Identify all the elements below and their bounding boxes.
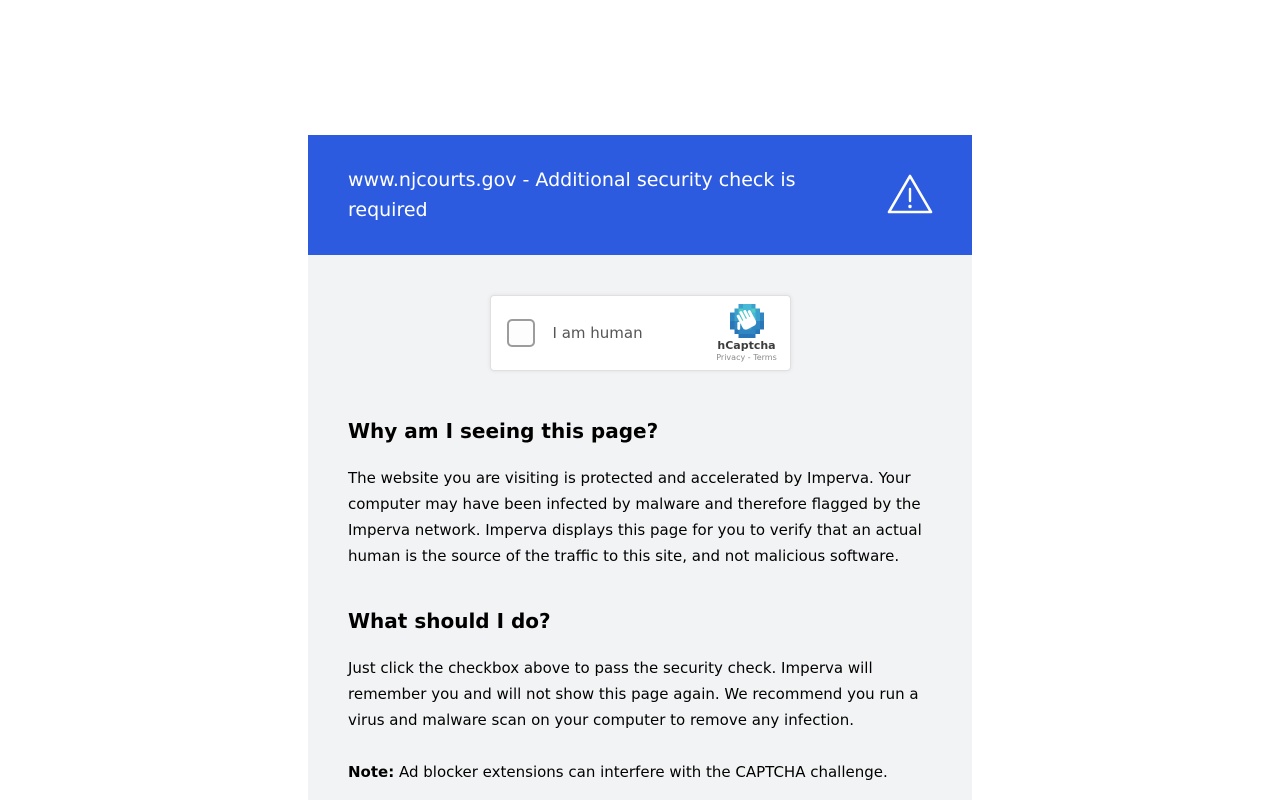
hcaptcha-brand-label: hCaptcha — [717, 339, 776, 352]
hcaptcha-branding — [714, 304, 780, 362]
what-heading: What should I do? — [348, 609, 551, 633]
info-sections — [348, 419, 932, 733]
security-check-content — [308, 255, 972, 800]
note-text: Ad blocker extensions can interfere with the CAPTCHA challenge. — [394, 763, 888, 781]
privacy-link[interactable]: Privacy — [716, 353, 746, 362]
terms-link[interactable]: Terms — [753, 353, 777, 362]
security-check-header — [308, 135, 972, 255]
why-body: The website you are visiting is protected and accelerated by Imperva. Your computer may have been infected by malware and therefore flagged by the Imperva network. Imperva displays this page for you to verify that an actual human is the source of the traffic to this site, and not malicious software. — [348, 469, 922, 565]
hcaptcha-widget — [490, 295, 791, 371]
security-check-panel — [308, 135, 972, 800]
i-am-human-checkbox[interactable] — [507, 319, 535, 347]
page-title: www.njcourts.gov - Additional security check is required — [348, 169, 796, 221]
links-separator: - — [745, 353, 754, 362]
what-body: Just click the checkbox above to pass the security check. Imperva will remember you and will not show this page again. We recommend you run a virus and malware scan on your computer to remove any infection. — [348, 659, 919, 729]
why-heading: Why am I seeing this page? — [348, 419, 659, 443]
checkbox-label: I am human — [552, 324, 643, 342]
hcaptcha-logo-icon[interactable] — [730, 304, 764, 338]
warning-triangle-icon — [886, 172, 934, 220]
section-what — [348, 609, 932, 733]
note-line — [348, 759, 932, 785]
note-label: Note: — [348, 763, 395, 781]
hcaptcha-links — [714, 354, 780, 362]
section-why — [348, 419, 932, 569]
